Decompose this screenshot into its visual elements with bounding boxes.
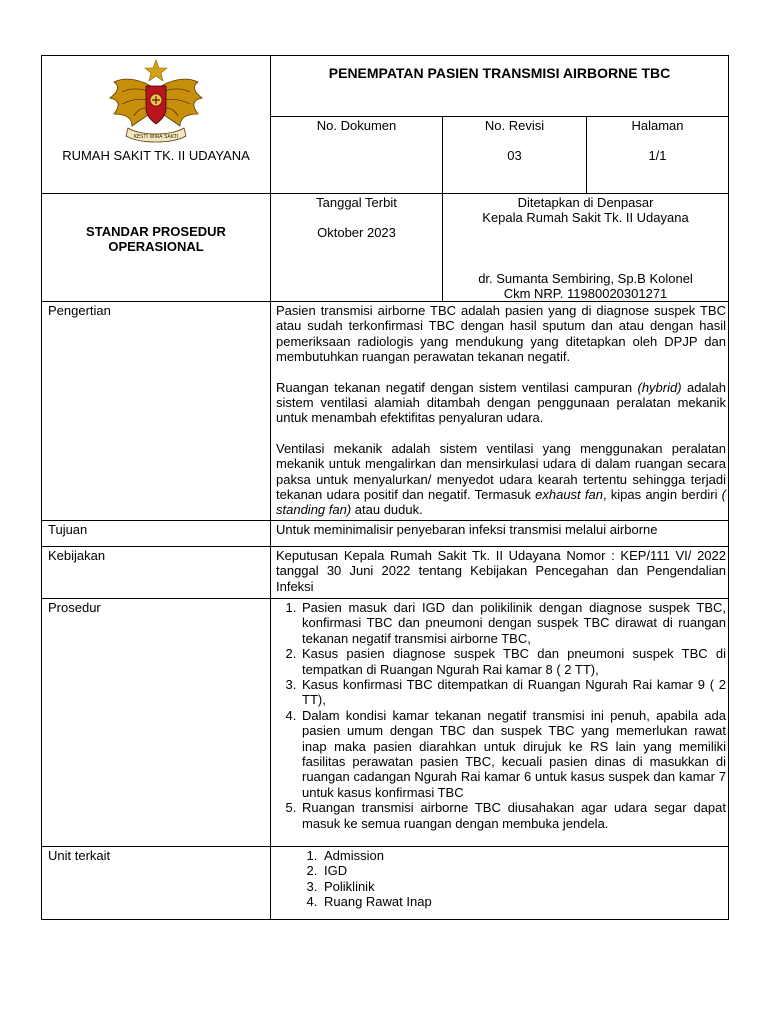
prosedur-item: 4. Dalam kondisi kamar tekanan negatif transmisi ini penuh, apabila ada pasien umum dengan TBC dan suspek TBC yang memerlukan rawat inap maka pasien diarahkan untuk dirujuk ke RS lain yang memiliki fasilitas perawatan pasien TBC, kecuali pasien dinas di masukkan di ruangan cadangan Ngurah Rai kamar 6 untuk kasus suspek dan kamar 7 untuk kasus konfirmasi TBC [300,708,726,800]
sop-label: STANDAR PROSEDUR OPERASIONAL [86,224,226,255]
approval-by: Kepala Rumah Sakit Tk. II Udayana [482,210,689,226]
revision-cell [443,117,587,194]
prosedur-item: 5. Ruangan transmisi airborne TBC diusahakan agar udara segar dapat masuk ke semua ruangan dengan membuka jendela. [300,800,726,831]
kebijakan-label: Kebijakan [42,547,271,599]
unit-terkait-list [276,848,726,910]
issue-date-label: Tanggal Terbit [316,195,397,210]
doc-number-label: No. Dokumen [316,118,397,133]
pengertian-label: Pengertian [42,302,271,521]
unit-item: 3. Poliklinik [321,879,726,894]
tujuan-label: Tujuan [42,521,271,547]
unit-terkait-label: Unit terkait [42,847,271,920]
sop-label-cell [42,194,271,302]
approval-place: Ditetapkan di Denpasar [517,195,654,210]
hospital-emblem-logo [106,58,206,148]
page-cell [587,117,729,194]
unit-terkait-content [271,847,729,920]
prosedur-label: Prosedur [42,599,271,847]
revision-value: 03 [507,148,522,164]
signer-name: dr. Sumanta Sembiring, Sp.B Kolonel [478,271,693,286]
hospital-name: RUMAH SAKIT TK. II UDAYANA [62,148,250,163]
prosedur-item: 2. Kasus pasien diagnose suspek TBC dan pneumoni suspek TBC di tempatkan di Ruangan Ngurah Rai kamar 8 ( 2 TT), [300,646,726,677]
tujuan-content: Untuk meminimalisir penyebaran infeksi transmisi melalui airborne [271,521,729,547]
sop-table [41,55,729,920]
hospital-logo-cell [42,56,271,194]
pengertian-paragraph-1: Pasien transmisi airborne TBC adalah pasien yang di diagnose suspek TBC atau sudah terkonfirmasi TBC dengan hasil sputum dan atau dengan hasil pemeriksaan radiologis yang mendukung yang ditetapkan oleh DPJP dan membutuhkan ruangan perawatan tekanan negatif. [276,303,726,365]
logo-banner-text: KESTI WIRA SAKTI [133,134,179,140]
document-title: PENEMPATAN PASIEN TRANSMISI AIRBORNE TBC [271,56,729,117]
pengertian-content [271,302,729,521]
pengertian-paragraph-2: Ruangan tekanan negatif dengan sistem ventilasi campuran (hybrid) adalah sistem ventilasi alamiah ditambah dengan penggunaan peralatan mekanik untuk menambah efektifitas penyaluran udara. [276,379,727,426]
unit-item: 4. Ruang Rawat Inap [321,894,726,909]
prosedur-item: 3. Kasus konfirmasi TBC ditempatkan di Ruangan Ngurah Rai kamar 9 ( 2 TT), [300,677,726,708]
issue-date-value: Oktober 2023 [317,225,396,241]
unit-item: 2. IGD [321,863,726,878]
page-value: 1/1 [648,148,667,164]
doc-number-cell [271,117,443,194]
sop-document [41,55,728,920]
signer-id: Ckm NRP. 11980020301271 [503,286,668,302]
page-label: Halaman [631,118,684,133]
pengertian-paragraph-3: Ventilasi mekanik adalah sistem ventilasi yang menggunakan peralatan mekanik untuk mengalirkan dan mensirkulasi udara di dalam ruangan secara paksa untuk menyalurkan/ menyedot udara kearah tertentu sehingga terjadi tekanan udara positif dan negatif. Termasuk exhaust fan, kipas angin berdiri ( standing fan) atau duduk. [276,440,727,518]
kebijakan-content: Keputusan Kepala Rumah Sakit Tk. II Udayana Nomor : KEP/111 VI/ 2022 tanggal 30 Juni 2022 tentang Kebijakan Pencegahan dan Pengendalian Infeksi [271,547,729,599]
approval-cell [443,194,729,302]
revision-label: No. Revisi [484,118,545,133]
issue-date-cell [271,194,443,302]
prosedur-list [276,600,726,831]
unit-item: 1. Admission [321,848,726,863]
prosedur-item: 1. Pasien masuk dari IGD dan polikilinik dengan diagnose suspek TBC, konfirmasi TBC dan pneumoni dengan suspek TBC dirawat di ruangan tekanan negatif transmisi airborne TBC, [300,600,726,646]
prosedur-content [271,599,729,847]
